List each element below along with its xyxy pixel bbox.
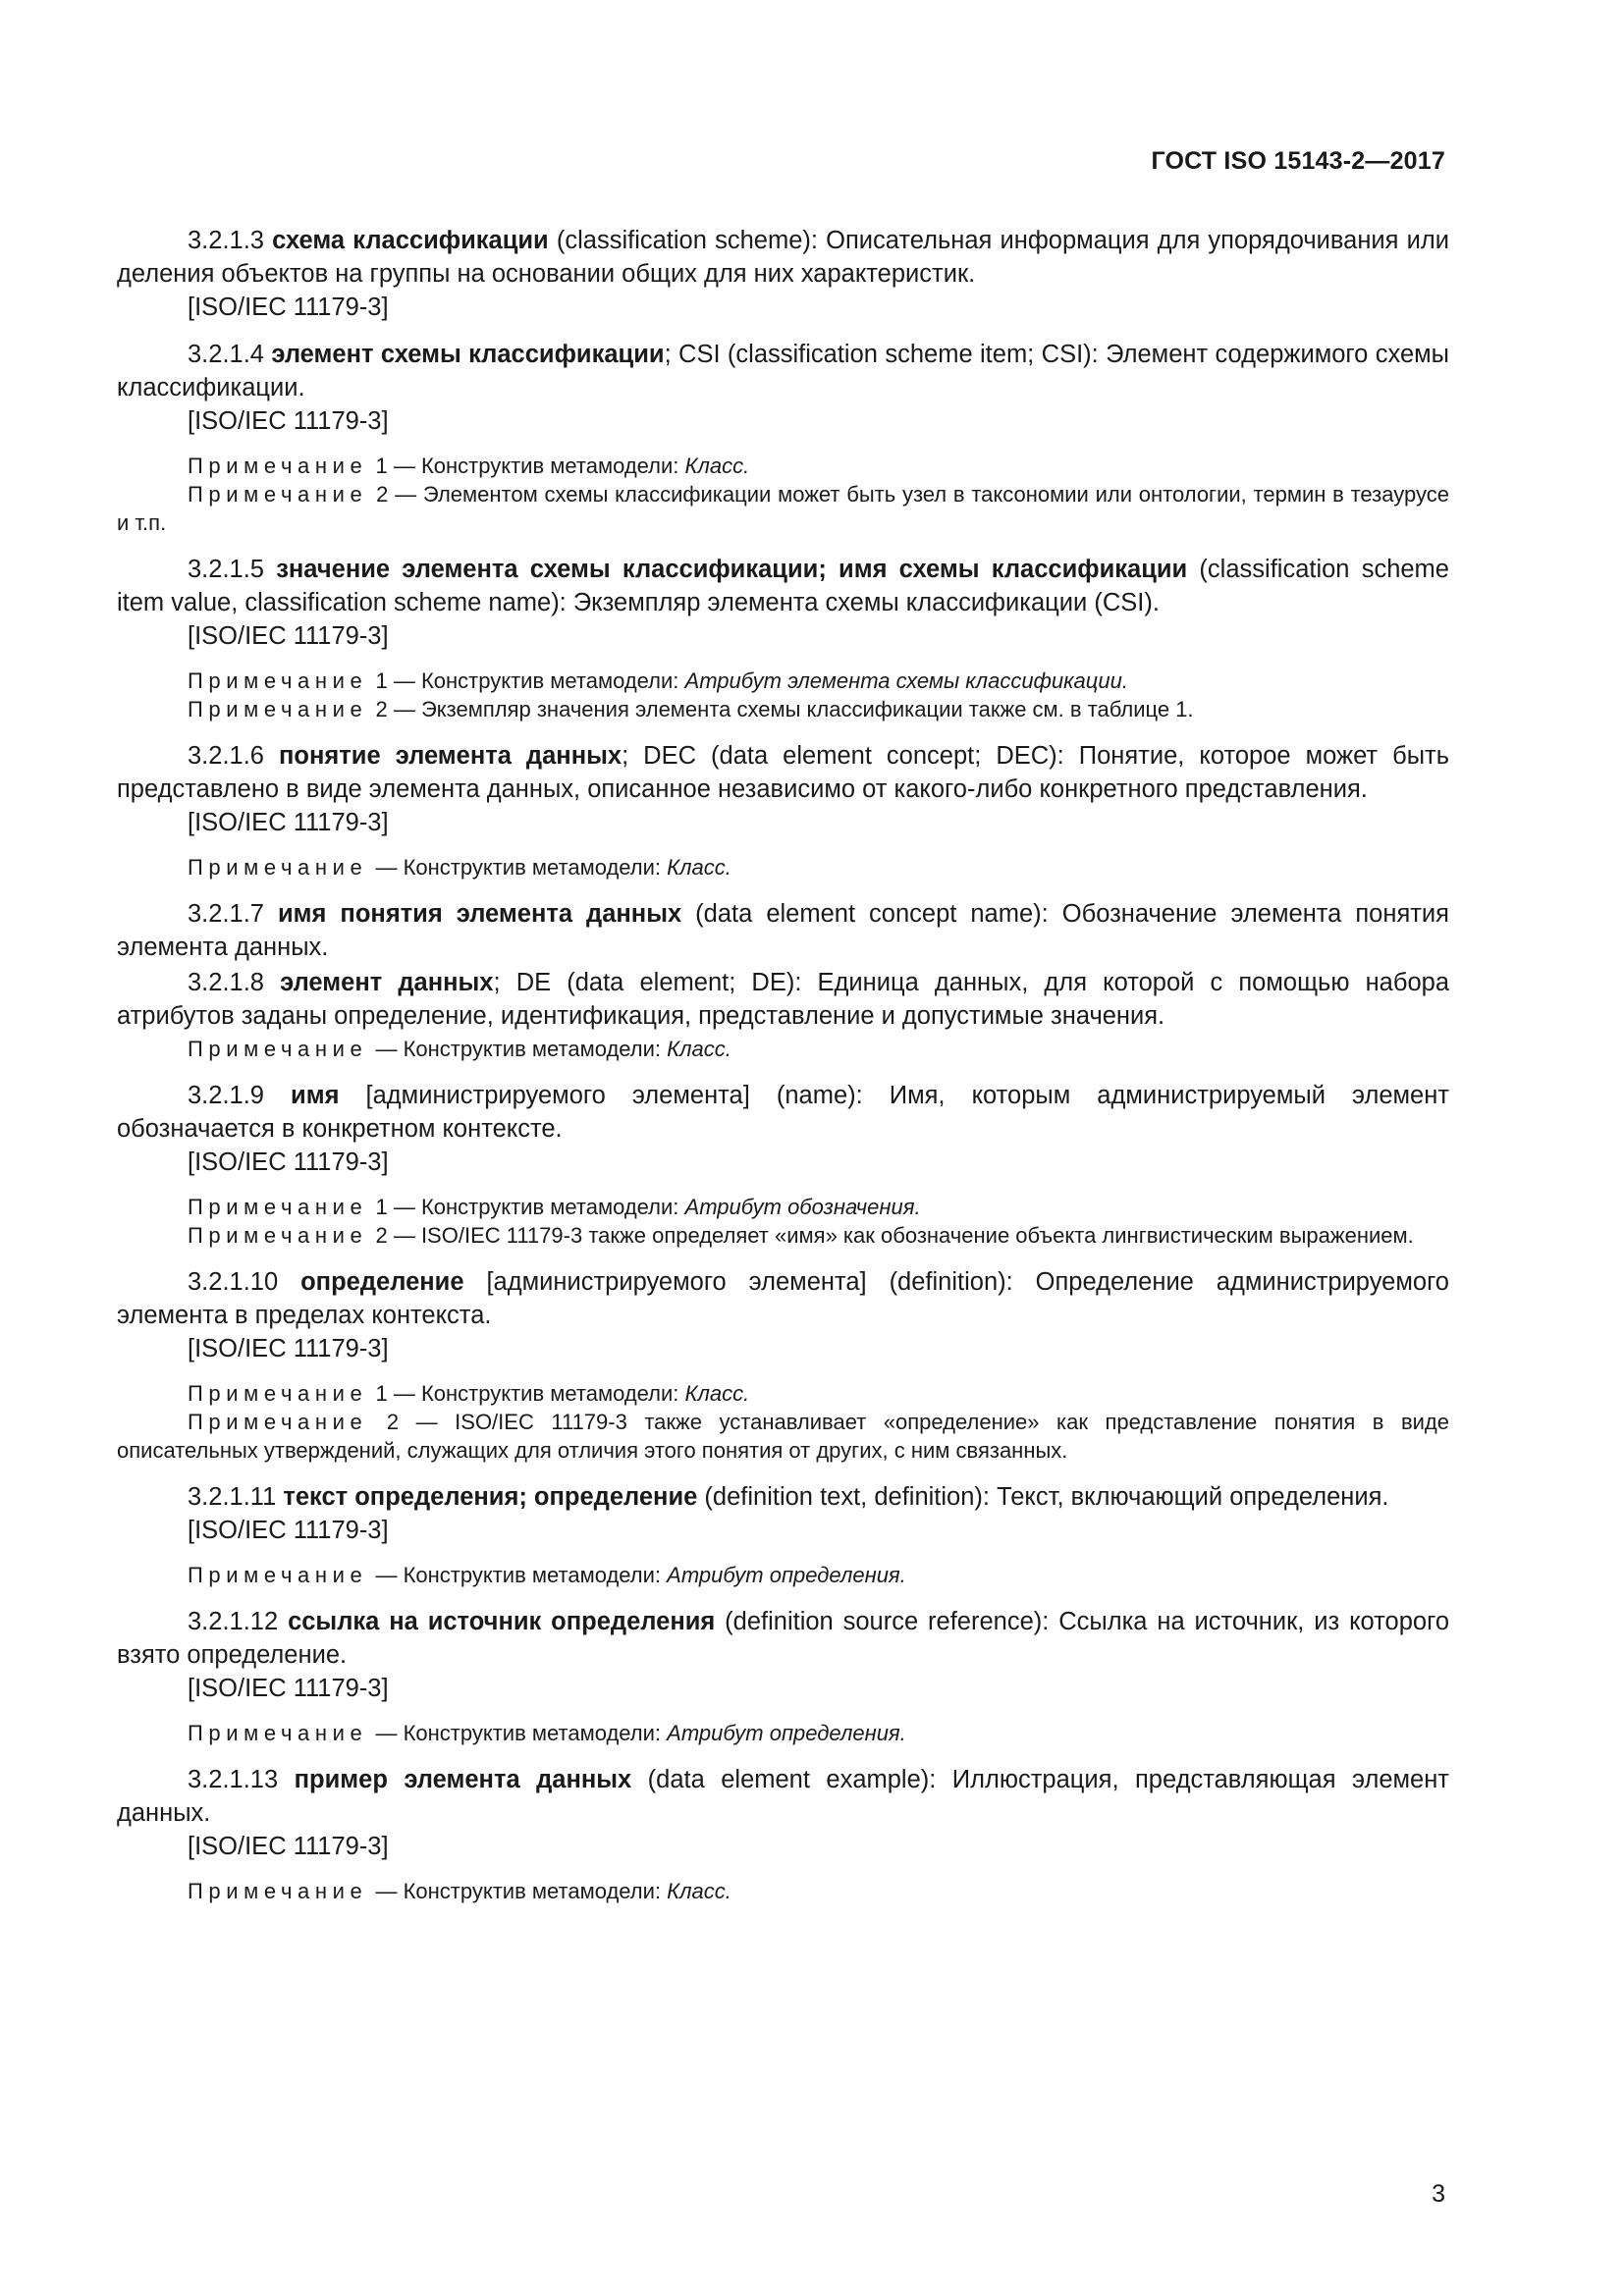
- note-italic-text: Класс.: [667, 855, 731, 880]
- note: [117, 667, 1449, 695]
- note-italic-text: Класс.: [684, 454, 750, 478]
- term-text: (classification scheme item value, classification scheme name): Экземпляр элемента схемы классификации (CSI).: [117, 556, 1449, 616]
- notes-group: [117, 452, 1449, 537]
- term-text: (data element concept name): Обозначение элемента понятия элемента данных.: [117, 900, 1449, 961]
- note: [117, 853, 1449, 881]
- term-entry: [117, 1763, 1449, 1905]
- note-label: Примечание: [188, 1223, 368, 1248]
- term-name: схема классификации: [272, 227, 549, 254]
- term-number: 3.2.1.13: [188, 1766, 279, 1793]
- term-name: пример элемента данных: [294, 1766, 632, 1793]
- note-italic-text: Атрибут элемента схемы классификации.: [684, 668, 1128, 693]
- note-label: Примечание: [188, 482, 368, 507]
- note: [117, 1408, 1449, 1465]
- term-number: 3.2.1.5: [188, 556, 264, 583]
- note-label: Примечание: [188, 668, 368, 693]
- term-text: (classification scheme): Описательная информация для упорядочивания или деления объектов на группы на основании общих для них характеристик.: [117, 227, 1449, 288]
- note-italic-text: Атрибут обозначения.: [684, 1195, 921, 1219]
- note: [117, 452, 1449, 480]
- term-name: текст определения; определение: [283, 1483, 698, 1511]
- source-reference: [ISO/IEC 11179-3]: [188, 294, 389, 321]
- note-label: Примечание: [188, 855, 368, 880]
- document-content: [117, 224, 1449, 1921]
- term-definition: [117, 1480, 1449, 1514]
- note: [117, 480, 1449, 537]
- note-label: Примечание: [188, 1410, 368, 1434]
- source-reference: [ISO/IEC 11179-3]: [188, 1148, 389, 1176]
- term-definition: [117, 1265, 1449, 1332]
- note-text: — Конструктив метамодели:: [387, 1381, 685, 1406]
- note-text: — Конструктив метамодели:: [387, 668, 685, 693]
- term-text: [администрируемого элемента] (definition): Определение администрируемого элемента в пределах контекста.: [117, 1268, 1449, 1329]
- note-number: 2: [376, 482, 389, 507]
- note-label: Примечание: [188, 454, 368, 478]
- term-entry: [117, 966, 1449, 1063]
- term-definition: [117, 553, 1449, 619]
- note-text: — Конструктив метамодели:: [387, 454, 685, 478]
- note: [117, 695, 1449, 723]
- note: [117, 1035, 1449, 1063]
- term-number: 3.2.1.8: [188, 969, 264, 996]
- note-italic-text: Класс.: [667, 1879, 731, 1903]
- notes-group: [117, 667, 1449, 723]
- note-number: 2: [375, 697, 388, 721]
- term-text: (data element example): Иллюстрация, представляющая элемент данных.: [117, 1766, 1449, 1827]
- term-name: имя понятия элемента данных: [278, 900, 682, 928]
- term-text: (definition source reference): Ссылка на источник, из которого взято определение.: [117, 1608, 1449, 1669]
- term-number: 3.2.1.3: [188, 227, 264, 254]
- term-number: 3.2.1.6: [188, 742, 264, 770]
- note-text: — ISO/IEC 11179-3 также устанавливает «определение» как представление понятия в виде описательных утверждений, служащих для отличия этого понятия от других, с ним связанных.: [117, 1410, 1450, 1463]
- note-number: 1: [375, 454, 388, 478]
- term-definition: [117, 1079, 1449, 1146]
- note: [117, 1379, 1449, 1408]
- term-entry: [117, 1265, 1449, 1465]
- term-number: 3.2.1.7: [188, 900, 264, 928]
- term-definition: [117, 338, 1449, 404]
- term-definition: [117, 739, 1449, 806]
- note: [117, 1193, 1449, 1221]
- note-text: — Экземпляр значения элемента схемы классификации также см. в таблице 1.: [387, 697, 1194, 721]
- note-text: — Элементом схемы классификации может быть узел в таксономии или онтологии, термин в тезаурусе и т.п.: [117, 482, 1449, 535]
- term-definition: [117, 966, 1449, 1033]
- term-text: ; DE (data element; DE): Единица данных, для которой с помощью набора атрибутов заданы определение, идентификация, представление и допустимые значения.: [117, 969, 1450, 1030]
- note-label: Примечание: [188, 697, 368, 721]
- standard-code-header: ГОСТ ISO 15143-2—2017: [1151, 147, 1445, 175]
- term-entry: [117, 338, 1449, 537]
- note-italic-text: Класс.: [667, 1037, 731, 1061]
- source-reference: [ISO/IEC 11179-3]: [188, 407, 389, 435]
- source-reference: [ISO/IEC 11179-3]: [188, 1335, 389, 1362]
- source-reference: [ISO/IEC 11179-3]: [188, 1675, 389, 1702]
- term-name: элемент схемы классификации: [271, 341, 665, 368]
- term-definition: [117, 1605, 1449, 1672]
- note-label: Примечание: [188, 1721, 368, 1745]
- note-italic-text: Атрибут определения.: [667, 1563, 906, 1587]
- note-label: Примечание: [188, 1879, 368, 1903]
- term-name: элемент данных: [280, 969, 494, 996]
- notes-group: [117, 1193, 1449, 1250]
- note-label: Примечание: [188, 1195, 368, 1219]
- note: [117, 1719, 1449, 1747]
- term-entry: [117, 1605, 1449, 1747]
- note-italic-text: Атрибут определения.: [667, 1721, 906, 1745]
- notes-group: [117, 1719, 1449, 1747]
- term-text: ; CSI (classification scheme item; CSI): Элемент содержимого схемы классификации.: [117, 341, 1449, 401]
- term-text: [администрируемого элемента] (name): Имя, которым администрируемый элемент обозначается в конкретном контексте.: [117, 1082, 1449, 1143]
- note-number: 2: [386, 1410, 400, 1434]
- term-entry: [117, 739, 1449, 881]
- term-entry: [117, 553, 1449, 723]
- term-name: значение элемента схемы классификации; имя схемы классификации: [276, 556, 1188, 583]
- notes-group: [117, 1035, 1449, 1063]
- note-label: Примечание: [188, 1381, 368, 1406]
- term-number: 3.2.1.12: [188, 1608, 279, 1635]
- notes-group: [117, 1379, 1449, 1465]
- notes-group: [117, 1561, 1449, 1589]
- term-entry: [117, 1480, 1449, 1589]
- note: [117, 1221, 1449, 1250]
- source-reference: [ISO/IEC 11179-3]: [188, 622, 389, 650]
- term-entry: [117, 897, 1449, 964]
- note: [117, 1561, 1449, 1589]
- term-name: ссылка на источник определения: [288, 1608, 716, 1635]
- page-number: 3: [1432, 2180, 1445, 2208]
- source-reference: [ISO/IEC 11179-3]: [188, 1517, 389, 1544]
- note-text: — Конструктив метамодели:: [375, 1563, 668, 1587]
- note-italic-text: Класс.: [684, 1381, 750, 1406]
- term-definition: [117, 224, 1449, 291]
- term-entry: [117, 1079, 1449, 1250]
- term-entry: [117, 224, 1449, 324]
- term-number: 3.2.1.9: [188, 1082, 264, 1109]
- note-number: 1: [375, 668, 388, 693]
- term-number: 3.2.1.4: [188, 341, 264, 368]
- term-name: понятие элемента данных: [279, 742, 623, 770]
- term-number: 3.2.1.10: [188, 1268, 279, 1296]
- note-label: Примечание: [188, 1563, 368, 1587]
- note-text: — Конструктив метамодели:: [375, 855, 668, 880]
- notes-group: [117, 853, 1449, 881]
- note-label: Примечание: [188, 1037, 368, 1061]
- term-name: имя: [291, 1082, 340, 1109]
- term-name: определение: [300, 1268, 464, 1296]
- note-number: 2: [375, 1223, 388, 1248]
- note-text: — ISO/IEC 11179-3 также определяет «имя» как обозначение объекта лингвистическим выражением.: [387, 1223, 1414, 1248]
- notes-group: [117, 1877, 1449, 1905]
- term-definition: [117, 897, 1449, 964]
- term-definition: [117, 1763, 1449, 1830]
- source-reference: [ISO/IEC 11179-3]: [188, 809, 389, 836]
- note-text: — Конструктив метамодели:: [375, 1879, 668, 1903]
- source-reference: [ISO/IEC 11179-3]: [188, 1833, 389, 1860]
- term-text: (definition text, definition): Текст, включающий определения.: [697, 1483, 1389, 1511]
- note-number: 1: [375, 1381, 388, 1406]
- term-text: ; DEC (data element concept; DEC): Понятие, которое может быть представлено в виде элемента данных, описанное независимо от какого-либо конкретного представления.: [117, 742, 1450, 803]
- note-text: — Конструктив метамодели:: [375, 1721, 668, 1745]
- term-number: 3.2.1.11: [188, 1483, 277, 1511]
- note-number: 1: [375, 1195, 388, 1219]
- note: [117, 1877, 1449, 1905]
- note-text: — Конструктив метамодели:: [387, 1195, 685, 1219]
- note-text: — Конструктив метамодели:: [375, 1037, 668, 1061]
